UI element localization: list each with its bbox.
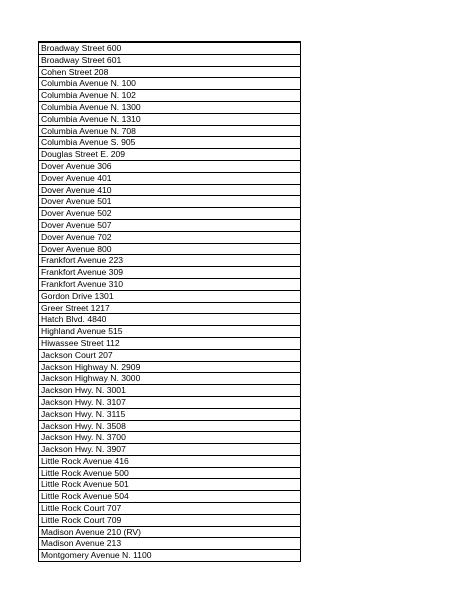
table-row [39,196,301,208]
table-row [39,467,301,479]
address-cell: Dover Avenue 306 [39,160,301,172]
address-cell: Dover Avenue 502 [39,208,301,220]
address-cell: Jackson Highway N. 2909 [39,361,301,373]
table-row [39,420,301,432]
address-cell: Madison Avenue 213 [39,538,301,550]
table-row [39,101,301,113]
address-cell: Little Rock Avenue 500 [39,467,301,479]
table-row [39,326,301,338]
table-row [39,219,301,231]
address-cell: Dover Avenue 702 [39,231,301,243]
table-row [39,349,301,361]
table-row [39,231,301,243]
address-cell: Dover Avenue 507 [39,219,301,231]
table-row [39,491,301,503]
table-row [39,373,301,385]
address-cell: Dover Avenue 800 [39,243,301,255]
address-cell: Jackson Court 207 [39,349,301,361]
table-row [39,267,301,279]
table-row [39,337,301,349]
address-cell: Little Rock Avenue 416 [39,455,301,467]
table-row [39,54,301,66]
table-row [39,444,301,456]
address-cell: Frankfort Avenue 309 [39,267,301,279]
address-cell: Frankfort Avenue 223 [39,255,301,267]
table-row [39,243,301,255]
address-cell: Little Rock Avenue 501 [39,479,301,491]
address-cell: Jackson Highway N. 3000 [39,373,301,385]
address-cell: Jackson Hwy. N. 3907 [39,444,301,456]
address-cell: Little Rock Avenue 504 [39,491,301,503]
address-cell: Little Rock Court 707 [39,503,301,515]
table-row [39,113,301,125]
table-row [39,160,301,172]
address-cell: Highland Avenue 515 [39,326,301,338]
table-row [39,290,301,302]
address-cell: Dover Avenue 401 [39,172,301,184]
address-cell: Columbia Avenue N. 102 [39,90,301,102]
table-row [39,172,301,184]
address-cell: Montgomery Avenue N. 1100 [39,550,301,562]
address-cell: Hatch Blvd. 4840 [39,314,301,326]
address-cell: Cohen Street 208 [39,66,301,78]
address-table [38,41,301,562]
table-row [39,42,301,54]
address-cell: Columbia Avenue N. 1310 [39,113,301,125]
table-row [39,514,301,526]
table-row [39,503,301,515]
table-row [39,255,301,267]
table-row [39,78,301,90]
address-cell: Columbia Avenue N. 100 [39,78,301,90]
address-cell: Jackson Hwy. N. 3001 [39,385,301,397]
address-cell: Columbia Avenue N. 1300 [39,101,301,113]
table-row [39,302,301,314]
address-cell: Hiwassee Street 112 [39,337,301,349]
address-cell: Greer Street 1217 [39,302,301,314]
table-row [39,149,301,161]
table-row [39,526,301,538]
address-cell: Little Rock Court 709 [39,514,301,526]
table-row [39,479,301,491]
address-table-body [39,42,301,562]
address-cell: Broadway Street 600 [39,42,301,54]
table-row [39,278,301,290]
address-cell: Frankfort Avenue 310 [39,278,301,290]
table-row [39,314,301,326]
address-cell: Broadway Street 601 [39,54,301,66]
table-row [39,538,301,550]
address-cell: Madison Avenue 210 (RV) [39,526,301,538]
table-row [39,550,301,562]
table-row [39,208,301,220]
table-row [39,432,301,444]
table-row [39,396,301,408]
table-row [39,455,301,467]
table-row [39,361,301,373]
address-cell: Jackson Hwy. N. 3700 [39,432,301,444]
address-cell: Douglas Street E. 209 [39,149,301,161]
table-row [39,408,301,420]
table-row [39,66,301,78]
table-row [39,137,301,149]
address-cell: Jackson Hwy. N. 3115 [39,408,301,420]
table-row [39,385,301,397]
address-cell: Gordon Drive 1301 [39,290,301,302]
table-row [39,125,301,137]
address-cell: Columbia Avenue N. 708 [39,125,301,137]
address-cell: Columbia Avenue S. 905 [39,137,301,149]
address-cell: Dover Avenue 410 [39,184,301,196]
table-row [39,184,301,196]
table-row [39,90,301,102]
address-cell: Dover Avenue 501 [39,196,301,208]
address-cell: Jackson Hwy. N. 3508 [39,420,301,432]
address-cell: Jackson Hwy. N. 3107 [39,396,301,408]
